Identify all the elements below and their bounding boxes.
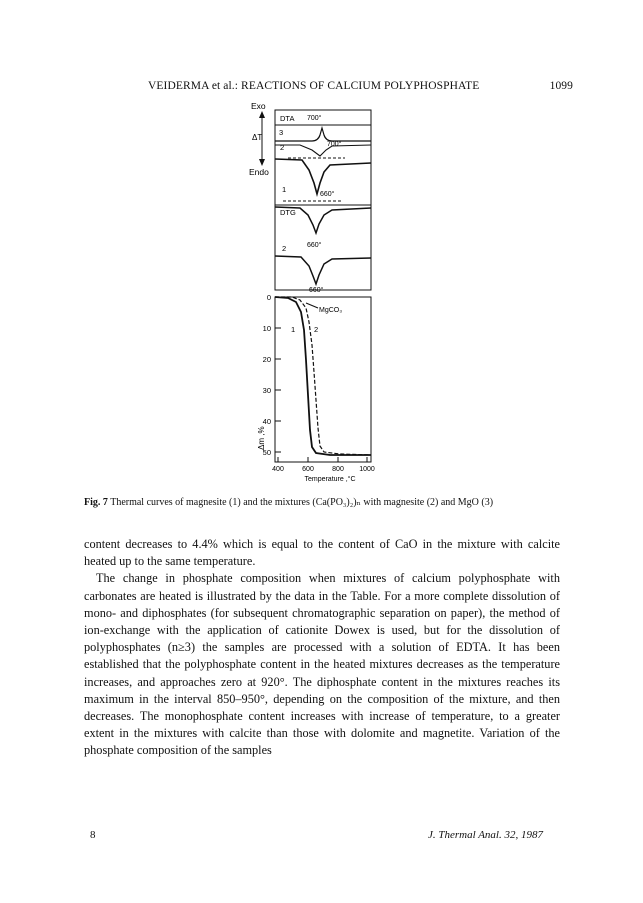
tg-xtick-600: 600	[302, 466, 314, 473]
dta-peak-2: 700°	[327, 141, 342, 148]
tg-ytick-20: 20	[262, 355, 271, 364]
dta-peak-1: 660°	[320, 191, 335, 198]
dta-peak-3: 700°	[307, 115, 322, 122]
tg-curve-1-magnesite	[275, 297, 371, 455]
dta-curve-2-number: 2	[280, 143, 285, 152]
dta-curve-3	[275, 128, 371, 141]
dta-curve-1-number: 1	[282, 185, 287, 194]
dta-curve-2	[275, 145, 371, 156]
tg-y-ticks	[275, 297, 281, 452]
dta-curve-3-number: 3	[279, 128, 284, 137]
delta-t-label: ΔT	[252, 133, 263, 142]
tg-xtick-800: 800	[332, 466, 344, 473]
paragraph-1: content decreases to 4.4% which is equal to the content of CaO in the mixture with calcite heated up to the same temperature.	[84, 537, 560, 569]
endo-arrowhead-icon	[259, 159, 265, 166]
footer-journal: J. Thermal Anal. 32, 1987	[428, 829, 543, 841]
tg-ytick-30: 30	[262, 386, 271, 395]
dta-dtg-panel-frame	[275, 110, 371, 290]
mgco3-label: MgCO₃	[319, 307, 343, 314]
running-title: VEIDERMA et al.: REACTIONS OF CALCIUM POLYPHOSPHATE	[148, 80, 480, 92]
tg-x-ticks	[278, 457, 367, 462]
tg-ytick-40: 40	[262, 417, 271, 426]
tg-curve-2-label: 2	[314, 325, 319, 334]
tg-ytick-50: 50	[262, 448, 271, 457]
endo-label: Endo	[249, 167, 269, 177]
dtg-curve-2	[275, 256, 371, 284]
exo-arrowhead-icon	[259, 111, 265, 118]
dta-label: DTA	[280, 114, 295, 123]
tg-y-axis-label: Δm ,%	[257, 426, 266, 450]
mgco3-leader-line	[306, 303, 318, 308]
dtg-peak-2: 660°	[307, 242, 322, 249]
tg-ytick-0: 0	[266, 293, 271, 302]
dtg-label: DTG	[280, 208, 296, 217]
dta-curve-1	[275, 159, 371, 194]
figure-caption-text: Thermal curves of magnesite (1) and the mixtures (Ca(PO₃)₂)ₙ with magnesite (2) and MgO (3)	[107, 497, 494, 508]
figure-caption-label: Fig. 7	[84, 497, 108, 508]
figure-caption	[84, 497, 584, 508]
dtg-curve-2-number: 2	[282, 244, 287, 253]
tg-plot-frame	[275, 297, 371, 462]
tg-curve-1-label: 1	[291, 325, 296, 334]
footer-page-number: 8	[90, 829, 96, 841]
dtg-peak-1: 660°	[309, 287, 324, 294]
page-number: 1099	[549, 80, 573, 92]
tg-curve-2-mixture	[275, 297, 371, 455]
tg-x-axis-label: Temperature ,°C	[304, 476, 356, 483]
exo-label: Exo	[251, 101, 266, 111]
body-text	[84, 536, 560, 760]
tg-xtick-400: 400	[272, 466, 284, 473]
paragraph-2: The change in phosphate composition when mixtures of calcium polyphosphate with carbonates are heated is illustrated by the data in the Table. For a more complete dissolution of mono- and diphosphates (for subsequent chromatographic separation on paper), the method of ion-exchange with the application of cationite Dowex is used, but for the dissolution of polyphosphates (n≥3) the samples are processed with a solution of EDTA. It has been established that the polyphosphate content in the heated mixtures decreases as the temperature increases, and approaches zero at 920°. The diphosphate content in the mixtures reaches its maximum in the interval 850–950°, depending on the composition of the mixture, and then decreases. The monophosphate content increases with increase of temperature, to a greater extent in the mixtures with calcite than those with dolomite and magnetite. Variation of the phosphate composition of the samples	[84, 571, 560, 758]
tg-xtick-1000: 1000	[359, 466, 375, 473]
tg-ytick-10: 10	[262, 324, 271, 333]
